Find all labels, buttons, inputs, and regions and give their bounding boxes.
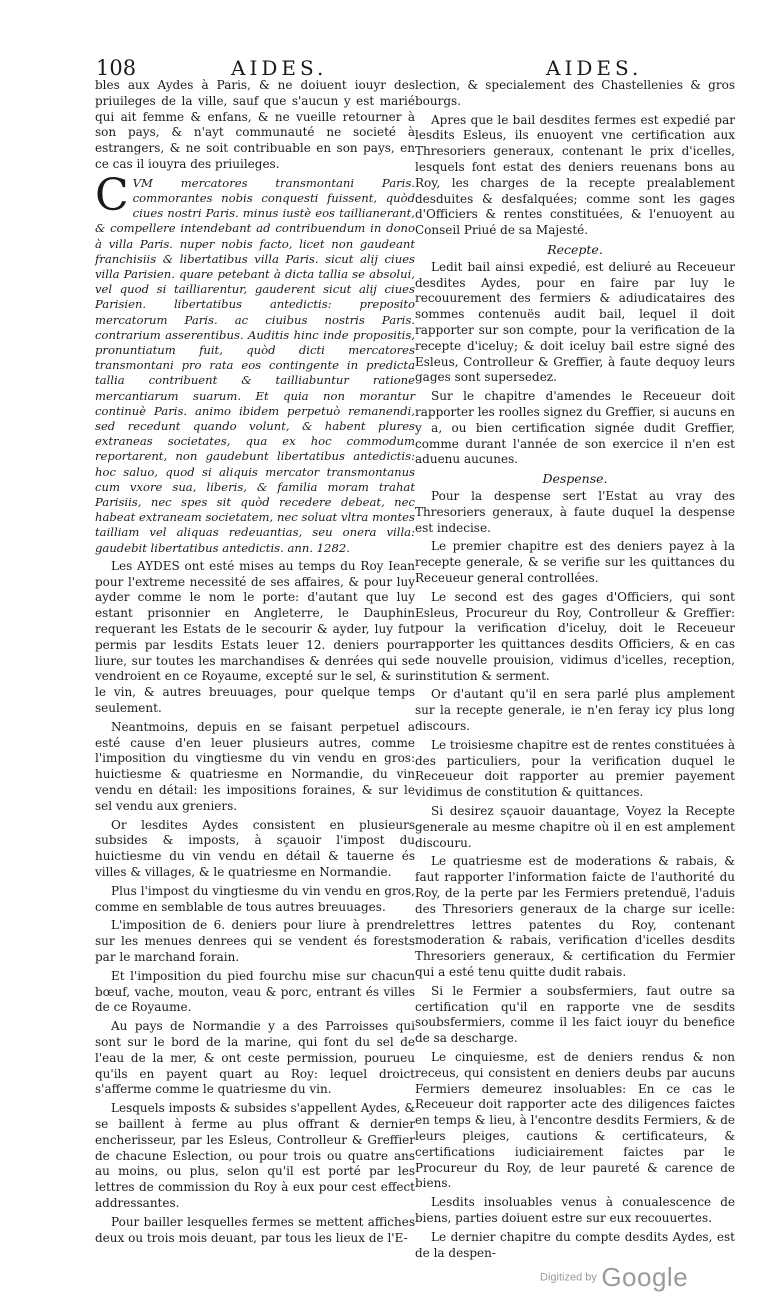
digitized-by-label: Digitized by (540, 1271, 597, 1284)
paragraph: Le troisiesme chapitre est de rentes constituées à des particuliers, pour la verification duquel le Receueur doit rapporter au premier payement vidimus de constitution & quittances. (415, 737, 735, 800)
paragraph: Neantmoins, depuis en se faisant perpetuel a esté cause d'en leuer plusieurs autres, comme l'imposition du vingtiesme du vin vendu en gros: huictiesme & quatriesme en Normandie, du vin vendu en détail: les impositions foraines, & sur le sel vendu aux greniers. (95, 719, 415, 813)
digitization-watermark (540, 1262, 688, 1293)
paragraph: lection, & specialement des Chastellenies & gros bourgs. (415, 78, 735, 108)
paragraph: Pour bailler lesquelles fermes se mettent affiches deux ou trois mois deuant, par tous les lieux de l'E- (95, 1214, 415, 1245)
paragraph: Le quatriesme est de moderations & rabais, & faut rapporter l'information faicte de l'authorité du Roy, de la perte par les Fermiers pretenduë, l'aduis des Thresoriers generaux de la charge sur icelle: lettres lettres patentes du Roy, contenant moderation & rabais, verification d'icelles desdits Thresoriers generaux, & certification du Fermier qui a esté tenu quitte dudit rabais. (415, 854, 735, 980)
drop-cap: C (95, 169, 129, 221)
paragraph: Si le Fermier a soubsfermiers, faut outre sa certification qu'il en rapporte vne de sesdits soubsfermiers, comme il les faict iouyr du benefice de sa descharge. (415, 983, 735, 1046)
paragraph: Pour la despense sert l'Estat au vray des Thresoriers generaux, à faute duquel la despense est indecise. (415, 488, 735, 535)
paragraph: Apres que le bail desdites fermes est expedié par lesdits Esleus, ils enuoyent vne certification aux Thresoriers generaux, contenant le prix d'icelles, lesquels font estat des deniers reuenans bons au Roy, les charges de la recepte prealablement desduites & desfalquées; comme sont les gages d'Officiers & rentes constituées, & l'enuoyent au Conseil Priué de sa Majesté. (415, 112, 735, 238)
right-column (415, 78, 735, 1264)
running-title-right: AIDES. (546, 56, 643, 80)
section-heading-recepte: Recepte. (547, 241, 603, 257)
paragraph: Sur le chapitre d'amendes le Receueur doit rapporter les roolles signez du Greffier, si aucuns en y a, ou bien certification signée dudit Greffier, comme durant l'année de son exercice il n'en est aduenu aucunes. (415, 389, 736, 467)
paragraph: Lesdits insoluables venus à conualescence de biens, parties doiuent estre sur eux recouuertes. (415, 1195, 735, 1225)
paragraph: Le cinquiesme, est de deniers rendus & non receus, qui consistent en deniers deubs par aucuns Fermiers demeurez insoluables: En ce cas le Receueur doit rapporter acte des diligences faictes en temps & lieu, à l'encontre desdits Fermiers, & de leurs pleiges, cautions & certificateurs, & certifications iudiciairement faictes par le Procureur du Roy, de leur paureté & carence de biens. (415, 1050, 735, 1191)
paragraph: Lesquels imposts & subsides s'appellent Aydes, & se baillent à ferme au plus offrant & dernier encherisseur, par les Esleus, Controlleur & Greffier de chacune Eslection, ou pour trois ou quatre ans au moins, ou plus, selon qu'il est porté par les lettres de commission du Roy à eux pour cest effect addressantes. (95, 1101, 415, 1210)
paragraph: Le second est des gages d'Officiers, qui sont Esleus, Procureur du Roy, Controlleur & Greffier: pour la verification d'iceluy, doit le Receueur rapporter les quittances desdits Officiers, & en cas de nouvelle prouision, vidimus d'icelles, reception, institution & serment. (415, 589, 735, 683)
paragraph: Le premier chapitre est des deniers payez à la recepte generale, & se verifie sur les quittances du Receueur general controllées. (415, 539, 735, 585)
left-column (95, 78, 415, 1249)
paragraph: Et l'imposition du pied fourchu mise sur chacun bœuf, vache, mouton, veau & porc, entrant és villes de ce Royaume. (95, 968, 415, 1015)
google-logo: Google (601, 1262, 689, 1292)
paragraph: bles aux Aydes à Paris, & ne doiuent iouyr des priuileges de la ville, sauf que s'aucun y est marié qui ait femme & enfans, & ne vueille retourner à son pays, & n'ayt communauté ne societé à estrangers, & ne soit contribuable en son pays, en ce cas il iouyra des priuileges. (95, 78, 415, 171)
paragraph: Ledit bail ainsi expedié, est deliuré au Receueur desdites Aydes, pour en faire par luy le recouurement des fermiers & adiudicataires des sommes contenuës audit bail, lequel il doit rapporter sur son compte, pour la verification de la recepte d'iceluy; & doit iceluy bail estre signé des Esleus, Controlleur & Greffier, à faute dequoy leurs gages sont supersedez. (415, 259, 735, 385)
page-number: 108 (96, 56, 137, 80)
paragraph: Or lesdites Aydes consistent en plusieurs subsides & imposts, à sçauoir l'impost du huictiesme du vin vendu en détail & tauerne és villes & villages, & le quatriesme en Normandie. (95, 817, 415, 879)
paragraph: Au pays de Normandie y a des Parroisses qui sont sur le bord de la marine, qui font du sel de l'eau de la mer, & ont ceste permission, pourueu qu'ils en payent quart au Roy: lequel droict s'afferme comme le quatriesme du vin. (95, 1019, 415, 1097)
paragraph: Les AYDES ont esté mises au temps du Roy Iean pour l'extreme necessité de ses affaires, & pour luy ayder comme le nom le porte: d'autant que luy estant prisonnier en Angleterre, le Dauphin requerant les Estats de le secourir & ayder, luy fut permis par lesdits Estats leuer 12. deniers pour liure, sur toutes les marchandises & denrées qui se vendroient en ce Royaume, excepté sur le sel, & sur le vin, & autres breuuages, pour quelque temps seulement. (95, 558, 415, 716)
latin-text: VM mercatores transmontani Paris. commorantes nobis conquesti fuissent, quòd ciues nostri Paris. minus iustè eos taillianerant, & compellere intendebant ad contribuendum in dono à villa Paris. nuper nobis facto, licet non gaudeant franchisiis & libertatibus villa Paris. sicut alij ciues villa Parisien. quare petebant à dicta tallia se absolui, vel quod si tailliarentur, gauderent sicut alij ciues Parisien. libertatibus antedictis: preposito mercatorum Paris. ac ciuibus nostris Paris. contrarium asserentibus. Auditis hinc inde propositis, pronuntiatum fuit, quòd dicti mercatores transmontani pro rata eos contingente in predicta tallia contribuent & tailliabuntur ratione mercantiarum suarum. Et quia non morantur continuè Paris. animo ibidem perpetuò remanendi, sed recedunt quando volunt, & habent plures extraneas societates, qua ex hoc commodum reportarent, non gaudebunt libertatibus antedictis: hoc saluo, quod si aliquis mercator transmontanus cum vxore sua, liberis, & familia moram trahat Parisiis, nec spes sit quòd recedere debeat, nec habeat extraneam societatem, nec soluat vltra montes tailliam vel aliquas redeuantias, seu onera villa: gaudebit libertatibus antedictis. ann. 1282. (95, 175, 415, 555)
paragraph: Plus l'impost du vingtiesme du vin vendu en gros, comme en semblable de tous autres breuuages. (95, 883, 415, 914)
paragraph: L'imposition de 6. deniers pour liure à prendre sur les menues denrees qui se vendent és forests par le marchand forain. (95, 918, 415, 964)
latin-citation (95, 169, 415, 556)
section-heading-despense: Despense. (542, 471, 608, 487)
paragraph: Or d'autant qu'il en sera parlé plus amplement sur la recepte generale, ie n'en feray icy plus long discours. (415, 687, 735, 734)
paragraph: Le dernier chapitre du compte desdits Aydes, est de la despen- (415, 1229, 735, 1260)
paragraph: Si desirez sçauoir dauantage, Voyez la Recepte generale au mesme chapitre où il en est amplement discouru. (415, 804, 735, 850)
running-title-left: AIDES. (231, 56, 328, 80)
